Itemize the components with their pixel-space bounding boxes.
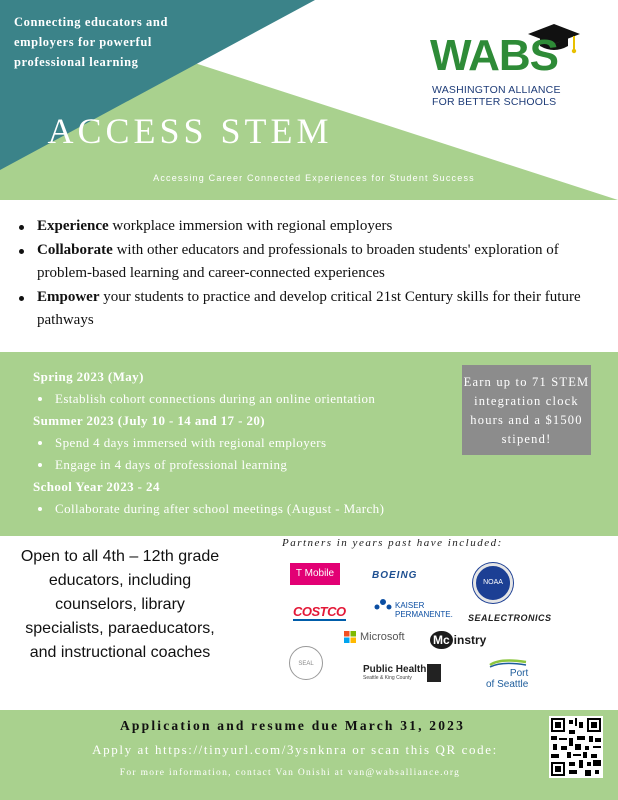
schedule-term: Spring 2023 (May) bbox=[33, 369, 144, 384]
noaa-logo: NOAA bbox=[473, 563, 513, 603]
costco-logo bbox=[293, 604, 346, 621]
kaiser-icon bbox=[373, 598, 393, 614]
schedule-term: Summer 2023 (July 10 - 14 and 17 - 20) bbox=[33, 413, 265, 428]
schedule-item bbox=[33, 498, 463, 520]
benefit-lead: Collaborate bbox=[37, 242, 113, 258]
wabs-wordmark: WABS bbox=[430, 31, 558, 80]
schedule-item-text: Establish cohort connections during an online orientation bbox=[55, 391, 376, 406]
page-subtitle: Accessing Career Connected Experiences for Student Success bbox=[153, 173, 475, 183]
tmobile-logo: T Mobile bbox=[290, 563, 340, 585]
apply-link-text[interactable]: Apply at https://tinyurl.com/3ysnknra or scan this QR code: bbox=[92, 742, 498, 757]
tagline: Connecting educators and employers for powerful professional learning bbox=[14, 15, 168, 69]
eligibility-text: Open to all 4th – 12th grade educators, including counselors, library specialists, paraeducators, and instructional coaches bbox=[20, 548, 220, 661]
bullet-icon bbox=[38, 507, 42, 511]
schedule-item bbox=[33, 388, 463, 410]
schedule-item-text: Collaborate during after school meetings (August - March) bbox=[55, 501, 385, 516]
boeing-logo: BOEING bbox=[372, 570, 418, 581]
public-health-icon bbox=[427, 664, 441, 682]
bullet-icon bbox=[19, 225, 24, 230]
costco-underline bbox=[293, 619, 346, 621]
schedule-item bbox=[33, 432, 463, 454]
benefit-item bbox=[16, 286, 611, 332]
mckinstry-wordmark: instry bbox=[453, 633, 487, 647]
mckinstry-badge: Mc bbox=[430, 631, 453, 649]
partners-heading: Partners in years past have included: bbox=[282, 537, 503, 549]
kaiser-logo bbox=[373, 598, 453, 619]
wabs-fullname-line2: FOR BETTER SCHOOLS bbox=[432, 96, 557, 108]
kaiser-line1: KAISER bbox=[395, 601, 425, 610]
wabs-logo bbox=[430, 20, 600, 120]
schedule-term: School Year 2023 - 24 bbox=[33, 479, 160, 494]
benefit-text: your students to practice and develop critical 21st Century skills for their future pathways bbox=[37, 289, 581, 328]
qr-code[interactable] bbox=[549, 716, 603, 778]
microsoft-logo bbox=[344, 631, 405, 643]
microsoft-grid-icon bbox=[344, 631, 356, 643]
school-seal-logo: SEAL bbox=[289, 646, 323, 680]
bullet-icon bbox=[19, 296, 24, 301]
port-line2: of Seattle bbox=[486, 679, 529, 690]
benefits-list bbox=[16, 215, 611, 333]
benefit-lead: Empower bbox=[37, 289, 100, 305]
public-health-subtitle: Seattle & King County bbox=[363, 675, 412, 681]
costco-wordmark: COSTCO bbox=[293, 604, 346, 619]
benefit-text: workplace immersion with regional employers bbox=[108, 218, 393, 234]
port-wave-icon bbox=[488, 658, 528, 668]
footer-band bbox=[0, 710, 618, 800]
microsoft-wordmark: Microsoft bbox=[360, 631, 405, 643]
bullet-icon bbox=[19, 249, 24, 254]
public-health-wordmark: Public Health bbox=[363, 664, 427, 675]
wabs-fullname bbox=[432, 84, 561, 108]
wabs-fullname-line1: WASHINGTON ALLIANCE bbox=[432, 84, 561, 96]
page-title: ACCESS STEM bbox=[47, 111, 333, 151]
public-health-logo bbox=[363, 664, 426, 681]
qr-code-icon bbox=[551, 718, 601, 776]
benefit-text: with other educators and professionals to broaden students' exploration of problem-based learning and career-connected experiences bbox=[37, 242, 559, 281]
schedule-item-text: Spend 4 days immersed with regional employers bbox=[55, 435, 327, 450]
application-deadline: Application and resume due March 31, 2023 bbox=[119, 718, 466, 733]
sealaska-logo: SEALECTRONICS bbox=[468, 613, 552, 623]
schedule-item-text: Engage in 4 days of professional learning bbox=[55, 457, 288, 472]
mckinstry-logo bbox=[430, 631, 486, 649]
contact-text[interactable]: For more information, contact Van Onishi at van@wabsalliance.org bbox=[119, 768, 461, 778]
benefit-lead: Experience bbox=[37, 218, 109, 234]
stipend-callout: Earn up to 71 STEM integration clock hours and a $1500 stipend! bbox=[462, 365, 591, 455]
benefit-item bbox=[16, 215, 611, 238]
port-line1: Port bbox=[509, 668, 529, 679]
port-of-seattle-logo bbox=[486, 658, 528, 690]
benefit-item bbox=[16, 239, 611, 285]
bullet-icon bbox=[38, 441, 42, 445]
bullet-icon bbox=[38, 463, 42, 467]
schedule-item bbox=[33, 454, 463, 476]
bullet-icon bbox=[38, 397, 42, 401]
kaiser-line2: PERMANENTE. bbox=[395, 610, 453, 619]
schedule-list bbox=[33, 366, 463, 520]
header bbox=[0, 0, 618, 200]
